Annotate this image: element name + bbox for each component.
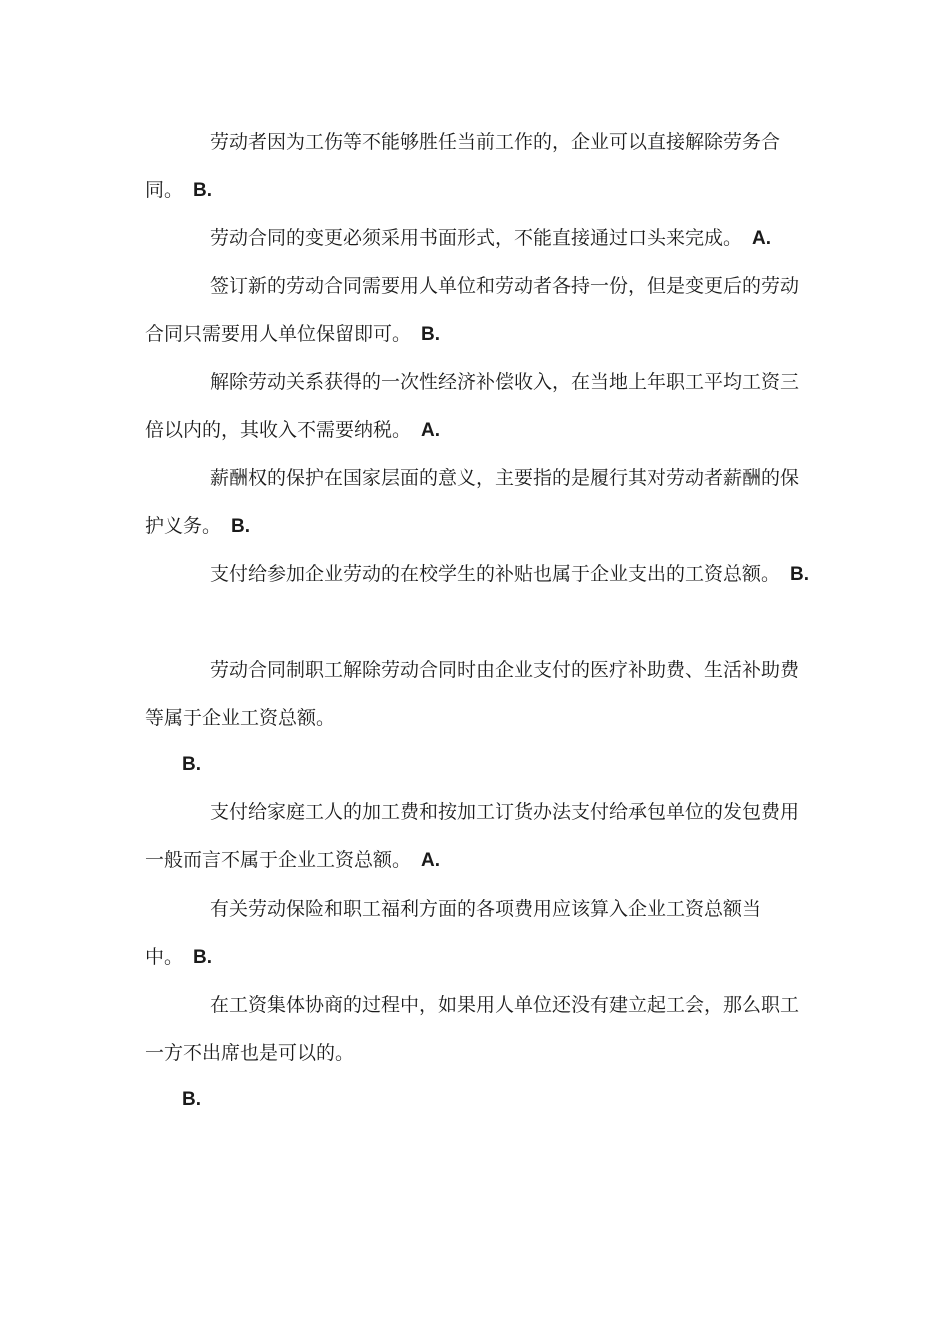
question-2-answer: A. bbox=[752, 228, 772, 249]
question-7-text-line-2: 等属于企业工资总额。 bbox=[145, 707, 336, 729]
question-1-text-line-2-text: 同。 bbox=[145, 179, 184, 201]
question-1-text-line-1: 劳动者因为工伤等不能够胜任当前工作的，企业可以直接解除劳务合 bbox=[210, 131, 781, 153]
question-2-text-line-1 bbox=[210, 226, 771, 251]
question-8-text-line-2-text: 一般而言不属于企业工资总额。 bbox=[145, 849, 412, 871]
question-6-text: 支付给参加企业劳动的在校学生的补贴也属于企业支出的工资总额。 bbox=[210, 563, 781, 585]
question-8-text-line-2 bbox=[145, 848, 440, 873]
question-1-answer: B. bbox=[193, 180, 213, 201]
question-5-text-line-2 bbox=[145, 514, 250, 539]
question-9-answer: B. bbox=[193, 947, 213, 968]
question-4-text-line-2-text: 倍以内的，其收入不需要纳税。 bbox=[145, 419, 412, 441]
question-5-answer: B. bbox=[231, 516, 251, 537]
question-10-text-line-2: 一方不出席也是可以的。 bbox=[145, 1042, 355, 1064]
question-5-text-line-2-text: 护义务。 bbox=[145, 515, 222, 537]
question-7-text-line-1: 劳动合同制职工解除劳动合同时由企业支付的医疗补助费、生活补助费 bbox=[210, 659, 800, 681]
question-3-text-line-2-text: 合同只需要用人单位保留即可。 bbox=[145, 323, 412, 345]
question-5-text-line-1: 薪酬权的保护在国家层面的意义，主要指的是履行其对劳动者薪酬的保 bbox=[210, 467, 800, 489]
question-4-text-line-2 bbox=[145, 418, 440, 443]
question-1-text-line-2 bbox=[145, 178, 212, 203]
question-3-text-line-1: 签订新的劳动合同需要用人单位和劳动者各持一份，但是变更后的劳动 bbox=[210, 275, 800, 297]
question-10-text-line-1: 在工资集体协商的过程中，如果用人单位还没有建立起工会，那么职工 bbox=[210, 994, 800, 1016]
question-4-answer: A. bbox=[421, 420, 441, 441]
question-3-answer: B. bbox=[421, 324, 441, 345]
question-6-answer: B. bbox=[790, 564, 810, 585]
question-8-text-line-1: 支付给家庭工人的加工费和按加工订货办法支付给承包单位的发包费用 bbox=[210, 801, 800, 823]
question-10-answer: B. bbox=[182, 1089, 201, 1110]
question-2-text: 劳动合同的变更必须采用书面形式，不能直接通过口头来完成。 bbox=[210, 227, 743, 249]
question-8-answer: A. bbox=[421, 850, 441, 871]
question-4-text-line-1: 解除劳动关系获得的一次性经济补偿收入，在当地上年职工平均工资三 bbox=[210, 371, 800, 393]
question-3-text-line-2 bbox=[145, 322, 440, 347]
question-6-text-line-1 bbox=[210, 562, 809, 587]
question-7-answer: B. bbox=[182, 754, 201, 775]
question-9-text-line-1: 有关劳动保险和职工福利方面的各项费用应该算入企业工资总额当 bbox=[210, 898, 762, 920]
question-9-text-line-2 bbox=[145, 945, 212, 970]
question-9-text-line-2-text: 中。 bbox=[145, 946, 184, 968]
